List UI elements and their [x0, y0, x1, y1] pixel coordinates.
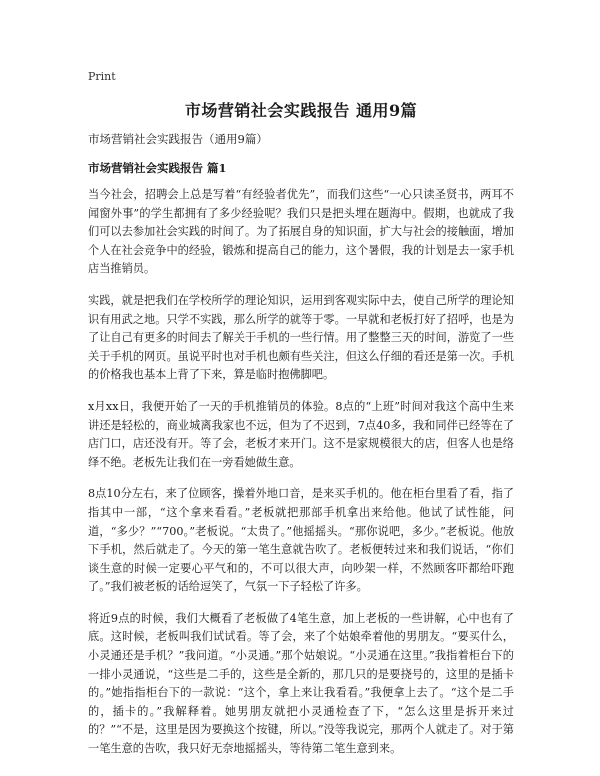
document-body: [88, 186, 514, 772]
section-heading: 市场营销社会实践报告 篇1: [88, 161, 227, 175]
body-paragraph: x月xx日，我便开始了一天的手机推销员的体验。8点的“上班”时间对我这个高中生来讲还是轻松的，商业城离我家也不远，但为了不迟到，7点40多，我和同伴已经等在了店门口，店还没有开。等了会，老板才来开门。这不是家规模很大的店，但客人也是络绎不绝。老板先让我们在一旁看她做生意。: [88, 399, 514, 469]
body-paragraph: 将近9点的时候，我们大概看了老板做了4笔生意，加上老板的一些讲解，心中也有了底。这时候，老板叫我们试试看。等了会，来了个姑娘牵着他的男朋友。“要买什么，小灵通还是手机？”我问道。“小灵通。”那个姑娘说。“小灵通在这里。”我指着柜台下的一排小灵通说，“这些是二手的，这些是全新的，那几只的是要挠号的，这里的是插卡的。”她指指柜台下的一款说：“这个，拿上来让我看看。”我便拿上去了。“这个是二手的，插卡的。”我解释着。她男朋友就把小灵通检查了下，“怎么这里是拆开来过的？”“不是，这里是因为要换这个按键，所以。”没等我说完，那两个人就走了。对于第一笔生意的告吹，我只好无奈地摇摇头，等待第二笔生意到来。: [88, 611, 514, 756]
document-subtitle: 市场营销社会实践报告（通用9篇）: [88, 132, 268, 146]
document-title: 市场营销社会实践报告 通用9篇: [184, 101, 418, 120]
body-paragraph: 8点10分左右，来了位顾客，操着外地口音，是来买手机的。他在柜台里看了看，指了指其中一部，“这个拿来看看。”老板就把那部手机拿出来给他。他试了试性能，问道，“多少？”“700。”老板说。“太贵了。”他摇摇头。“那你说吧，多少。”老板说。他放下手机，然后就走了。今天的第一笔生意就告吹了。老板便转过来和我们说话，“你们谈生意的时候一定要心平气和的，不可以很大声，向吵架一样，不然顾客吓都给吓跑了。”我们被老板的话给逗笑了，气氛一下子轻松了许多。: [88, 487, 514, 594]
body-paragraph: 当今社会，招聘会上总是写着“有经验者优先”，而我们这些“一心只读圣贤书，两耳不闻窗外事”的学生都拥有了多少经验呢？我们只是把头埋在题海中。假期，也就成了我们可以去参加社会实践的时间了。为了拓展自身的知识面，扩大与社会的接触面，增加个人在社会竞争中的经验，锻炼和提高自己的能力，这个暑假，我的计划是去一家手机店当推销员。: [88, 188, 514, 276]
print-link[interactable]: Print: [88, 70, 116, 83]
body-paragraph: 实践，就是把我们在学校所学的理论知识，运用到客观实际中去，使自己所学的理论知识有用武之地。只学不实践，那么所学的就等于零。一早就和老板打好了招呼，也是为了让自己有更多的时间去了解关于手机的一些行情。用了整整三天的时间，游览了一些关于手机的网页。虽说平时也对手机也颇有些关注，但这么仔细的看还是第一次。手机的价格我也基本上背了下来，算是临时抱佛脚吧。: [88, 293, 514, 382]
